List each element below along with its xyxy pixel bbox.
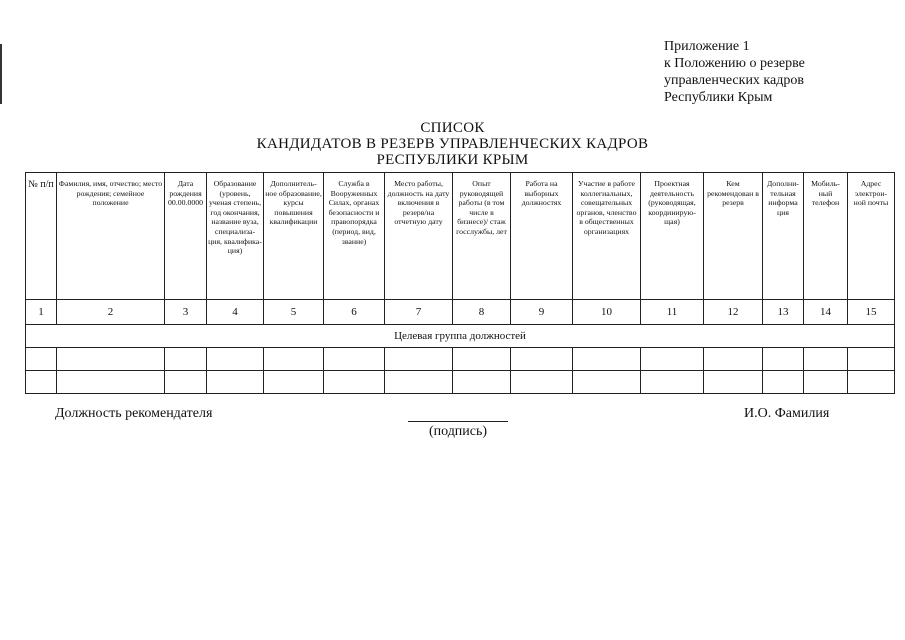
- table-cell: [264, 371, 324, 394]
- column-number: 4: [207, 300, 264, 325]
- column-number-row: [26, 300, 895, 325]
- header-cell: Опыт руководящей работы (в том числе в бизнесе)/ стаж госслужбы, лет: [453, 173, 511, 300]
- column-number: 2: [57, 300, 165, 325]
- table-cell: [57, 348, 165, 371]
- target-group-label: Целевая группа должностей: [26, 325, 895, 348]
- column-number: 1: [26, 300, 57, 325]
- table-cell: [704, 371, 763, 394]
- table-cell: [324, 371, 385, 394]
- table-cell: [385, 348, 453, 371]
- table-row: [26, 371, 895, 394]
- table-cell: [57, 371, 165, 394]
- header-cell: Работа на выборных должностях: [511, 173, 573, 300]
- column-number: 10: [573, 300, 641, 325]
- header-cell: Образование (уровень, ученая степень, год окончания, название вуза, специализа-ция, квалифика-ция): [207, 173, 264, 300]
- column-number: 14: [804, 300, 848, 325]
- appendix-note: [664, 38, 805, 106]
- title-line-2: КАНДИДАТОВ В РЕЗЕРВ УПРАВЛЕНЧЕСКИХ КАДРОВ: [256, 136, 649, 152]
- table-cell: [804, 371, 848, 394]
- column-number: 8: [453, 300, 511, 325]
- table-cell: [573, 371, 641, 394]
- header-cell: Дополни-тельная информа ция: [763, 173, 804, 300]
- column-number: 6: [324, 300, 385, 325]
- table-cell: [511, 371, 573, 394]
- recommender-position: Должность рекомендателя: [55, 406, 213, 421]
- column-number: 13: [763, 300, 804, 325]
- title-line-1: СПИСОК: [420, 120, 485, 136]
- appendix-line-3: управленческих кадров: [664, 73, 804, 88]
- table-cell: [804, 348, 848, 371]
- table-cell: [165, 371, 207, 394]
- table-cell: [324, 348, 385, 371]
- table-cell: [207, 371, 264, 394]
- column-number: 5: [264, 300, 324, 325]
- table-cell: [453, 371, 511, 394]
- table-cell: [207, 348, 264, 371]
- page-edge-mark: [0, 44, 2, 104]
- table-cell: [165, 348, 207, 371]
- header-cell: № п/п: [26, 173, 57, 300]
- header-cell: Служба в Вооруженных Силах, органах безопасности и правопорядка (период, вид, звание): [324, 173, 385, 300]
- table-cell: [704, 348, 763, 371]
- title-line-3: РЕСПУБЛИКИ КРЫМ: [376, 152, 529, 168]
- document-title: [230, 120, 675, 168]
- target-group-row: [26, 325, 895, 348]
- header-cell: Дата рождения 00.00.0000: [165, 173, 207, 300]
- table-cell: [26, 348, 57, 371]
- header-cell: Кем рекомендован в резерв: [704, 173, 763, 300]
- header-cell: Проектная деятельность (руководящая, координирую-щая): [641, 173, 704, 300]
- signature-caption: (подпись): [428, 424, 488, 439]
- column-number: 3: [165, 300, 207, 325]
- header-cell: Мобиль-ный телефон: [804, 173, 848, 300]
- candidates-table: [25, 172, 895, 394]
- header-row: [26, 173, 895, 300]
- header-cell: Место работы, должность на дату включения в резерв/на отчетную дату: [385, 173, 453, 300]
- recommender-name: И.О. Фамилия: [744, 406, 830, 421]
- table-cell: [26, 371, 57, 394]
- table-cell: [848, 371, 895, 394]
- appendix-line-2: к Положению о резерве: [664, 56, 805, 71]
- header-cell: Адрес электрон-ной почты: [848, 173, 895, 300]
- column-number: 7: [385, 300, 453, 325]
- appendix-line-1: Приложение 1: [664, 39, 750, 54]
- header-cell: Участие в работе коллегиальных, совещательных органов, членство в общественных организациях: [573, 173, 641, 300]
- table-cell: [641, 371, 704, 394]
- table-cell: [763, 371, 804, 394]
- column-number: 15: [848, 300, 895, 325]
- column-number: 12: [704, 300, 763, 325]
- table-cell: [573, 348, 641, 371]
- column-number: 9: [511, 300, 573, 325]
- table-cell: [264, 348, 324, 371]
- table-cell: [453, 348, 511, 371]
- table-cell: [511, 348, 573, 371]
- header-cell: Фамилия, имя, отчество; место рождения; семейное положение: [57, 173, 165, 300]
- table-cell: [641, 348, 704, 371]
- table-cell: [763, 348, 804, 371]
- appendix-line-4: Республики Крым: [664, 90, 773, 105]
- table-cell: [848, 348, 895, 371]
- header-cell: Дополнитель-ное образование, курсы повышения квалификации: [264, 173, 324, 300]
- table-row: [26, 348, 895, 371]
- table-cell: [385, 371, 453, 394]
- column-number: 11: [641, 300, 704, 325]
- signature-line: [408, 421, 508, 422]
